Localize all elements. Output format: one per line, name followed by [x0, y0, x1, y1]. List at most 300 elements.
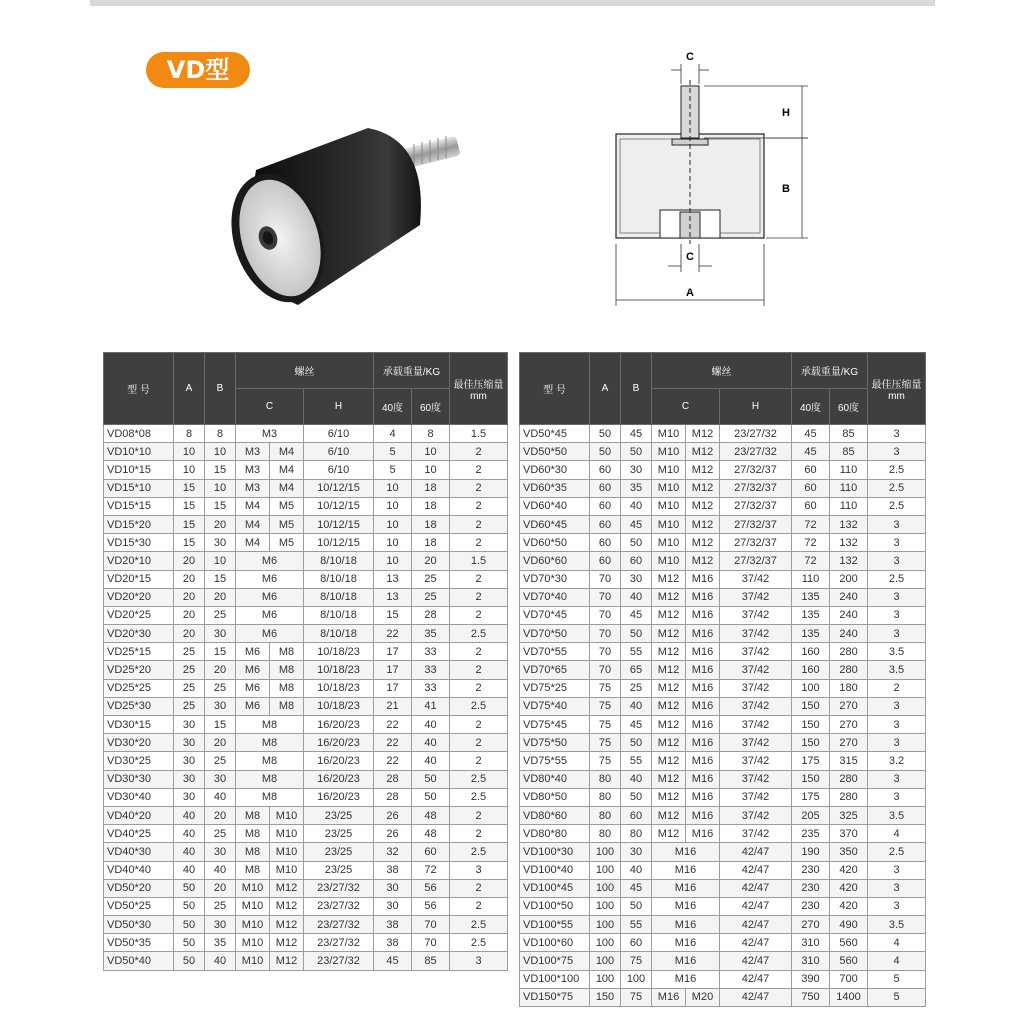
- cell-compression: 2.5: [868, 479, 926, 497]
- cell-thread-c1: M16: [652, 952, 720, 970]
- cell-load-60: 72: [412, 861, 450, 879]
- table-row: [520, 843, 926, 861]
- cell-load-60: 110: [830, 461, 868, 479]
- cell-model: VD60*40: [520, 497, 590, 515]
- cell-h: 23/25: [304, 806, 374, 824]
- cell-b: 20: [205, 588, 236, 606]
- cell-thread-c2: M12: [686, 515, 720, 533]
- cell-thread-c2: M12: [686, 443, 720, 461]
- cell-compression: 3.5: [868, 661, 926, 679]
- cell-thread-c2: M5: [270, 534, 304, 552]
- table-row: [520, 734, 926, 752]
- cell-thread-c1: M3: [236, 461, 270, 479]
- cell-load-40: 13: [374, 588, 412, 606]
- cell-thread-c1: M4: [236, 515, 270, 533]
- cell-model: VD100*75: [520, 952, 590, 970]
- cell-a: 100: [590, 843, 621, 861]
- cell-b: 20: [205, 661, 236, 679]
- cell-a: 10: [174, 461, 205, 479]
- cell-a: 80: [590, 825, 621, 843]
- cell-thread-c1: M16: [652, 970, 720, 988]
- cell-a: 60: [590, 497, 621, 515]
- cell-load-40: 21: [374, 697, 412, 715]
- header-load: 承载重量/KG: [792, 353, 868, 389]
- cell-a: 60: [590, 479, 621, 497]
- cell-a: 30: [174, 788, 205, 806]
- cell-compression: 3: [868, 443, 926, 461]
- cell-b: 25: [205, 679, 236, 697]
- table-row: [104, 625, 508, 643]
- cell-model: VD30*30: [104, 770, 174, 788]
- cell-b: 15: [205, 461, 236, 479]
- cell-thread-c1: M8: [236, 752, 304, 770]
- cell-thread-c2: M12: [270, 897, 304, 915]
- cell-load-40: 30: [374, 897, 412, 915]
- cell-model: VD80*50: [520, 788, 590, 806]
- header-compression: 最佳压缩量 mm: [450, 353, 508, 425]
- header-load: 承载重量/KG: [374, 353, 450, 389]
- cell-load-40: 150: [792, 697, 830, 715]
- cell-model: VD40*20: [104, 806, 174, 824]
- cell-load-40: 22: [374, 752, 412, 770]
- cell-load-60: 85: [830, 443, 868, 461]
- cell-load-60: 560: [830, 952, 868, 970]
- cell-h: 16/20/23: [304, 716, 374, 734]
- cell-b: 35: [205, 934, 236, 952]
- cell-load-40: 175: [792, 788, 830, 806]
- dimension-diagram: [596, 44, 826, 314]
- cell-h: 42/47: [720, 934, 792, 952]
- cell-load-40: 26: [374, 806, 412, 824]
- cell-b: 45: [621, 879, 652, 897]
- cell-b: 40: [621, 588, 652, 606]
- cell-load-60: 60: [412, 843, 450, 861]
- cell-thread-c2: M10: [270, 806, 304, 824]
- cell-b: 25: [205, 825, 236, 843]
- cell-thread-c2: M12: [270, 934, 304, 952]
- cell-model: VD100*100: [520, 970, 590, 988]
- table-row: [520, 661, 926, 679]
- header-model: 型 号: [104, 353, 174, 425]
- cell-compression: 2: [450, 825, 508, 843]
- table-row: [104, 697, 508, 715]
- cell-thread-c1: M10: [652, 534, 686, 552]
- cell-load-60: 270: [830, 734, 868, 752]
- cell-h: 8/10/18: [304, 552, 374, 570]
- cell-load-40: 10: [374, 497, 412, 515]
- cell-compression: 4: [868, 934, 926, 952]
- cell-b: 25: [205, 897, 236, 915]
- cell-h: 10/18/23: [304, 697, 374, 715]
- cell-h: 10/12/15: [304, 479, 374, 497]
- cell-thread-c2: M16: [686, 625, 720, 643]
- table-row: [104, 570, 508, 588]
- cell-thread-c2: M8: [270, 643, 304, 661]
- label-b: B: [782, 183, 790, 195]
- cell-compression: 2: [450, 679, 508, 697]
- table-row: [520, 697, 926, 715]
- cell-compression: 1.5: [450, 552, 508, 570]
- table-row: [520, 879, 926, 897]
- cell-a: 25: [174, 697, 205, 715]
- cell-thread-c1: M16: [652, 897, 720, 915]
- cell-load-40: 175: [792, 752, 830, 770]
- cell-load-40: 26: [374, 825, 412, 843]
- table-row: [520, 443, 926, 461]
- cell-model: VD70*50: [520, 625, 590, 643]
- cell-thread-c2: M16: [686, 770, 720, 788]
- table-row: [520, 861, 926, 879]
- cell-load-40: 72: [792, 515, 830, 533]
- cell-model: VD08*08: [104, 425, 174, 443]
- cell-compression: 3.2: [868, 752, 926, 770]
- cell-load-60: 280: [830, 788, 868, 806]
- cell-b: 40: [205, 952, 236, 970]
- cell-load-60: 40: [412, 752, 450, 770]
- table-row: [520, 970, 926, 988]
- cell-thread-c1: M8: [236, 843, 270, 861]
- cell-a: 100: [590, 970, 621, 988]
- cell-thread-c2: M5: [270, 497, 304, 515]
- cell-load-40: 22: [374, 716, 412, 734]
- cell-compression: 2.5: [450, 934, 508, 952]
- cell-b: 10: [205, 479, 236, 497]
- table-row: [520, 825, 926, 843]
- cell-load-60: 490: [830, 916, 868, 934]
- cell-h: 16/20/23: [304, 734, 374, 752]
- cell-a: 30: [174, 770, 205, 788]
- cell-thread-c2: M12: [270, 879, 304, 897]
- cell-thread-c1: M6: [236, 570, 304, 588]
- cell-b: 25: [205, 606, 236, 624]
- cell-load-40: 30: [374, 879, 412, 897]
- cell-load-40: 135: [792, 625, 830, 643]
- table-row: [520, 552, 926, 570]
- cell-b: 55: [621, 752, 652, 770]
- cell-load-60: 18: [412, 479, 450, 497]
- cell-thread-c1: M8: [236, 788, 304, 806]
- cell-h: 23/25: [304, 861, 374, 879]
- cell-b: 80: [621, 825, 652, 843]
- cell-h: 6/10: [304, 443, 374, 461]
- cell-thread-c2: M4: [270, 443, 304, 461]
- cell-load-60: 350: [830, 843, 868, 861]
- cell-h: 37/42: [720, 570, 792, 588]
- cell-model: VD60*30: [520, 461, 590, 479]
- cell-h: 42/47: [720, 916, 792, 934]
- cell-thread-c1: M10: [652, 552, 686, 570]
- table-row: [104, 588, 508, 606]
- cell-model: VD25*25: [104, 679, 174, 697]
- cell-b: 45: [621, 515, 652, 533]
- cell-thread-c1: M8: [236, 861, 270, 879]
- cell-thread-c1: M12: [652, 752, 686, 770]
- cell-b: 20: [205, 734, 236, 752]
- cell-load-40: 22: [374, 625, 412, 643]
- cell-load-40: 230: [792, 879, 830, 897]
- cell-a: 15: [174, 497, 205, 515]
- cell-thread-c1: M12: [652, 588, 686, 606]
- cell-load-40: 230: [792, 897, 830, 915]
- cell-compression: 3: [868, 861, 926, 879]
- label-h: H: [782, 107, 790, 119]
- cell-a: 50: [174, 952, 205, 970]
- cell-a: 50: [174, 879, 205, 897]
- table-row: [520, 788, 926, 806]
- cell-a: 100: [590, 879, 621, 897]
- cell-load-40: 17: [374, 643, 412, 661]
- cell-load-60: 85: [830, 425, 868, 443]
- cell-model: VD50*35: [104, 934, 174, 952]
- cell-load-40: 230: [792, 861, 830, 879]
- cell-a: 100: [590, 952, 621, 970]
- cell-load-40: 17: [374, 679, 412, 697]
- cell-h: 10/18/23: [304, 679, 374, 697]
- cell-compression: 3: [868, 734, 926, 752]
- cell-thread-c1: M3: [236, 479, 270, 497]
- table-row: [520, 988, 926, 1006]
- header-thread: 螺丝: [652, 353, 792, 389]
- cell-load-60: 10: [412, 443, 450, 461]
- cell-compression: 3: [868, 515, 926, 533]
- cell-a: 20: [174, 588, 205, 606]
- cell-compression: 3: [868, 606, 926, 624]
- cell-thread-c1: M6: [236, 625, 304, 643]
- cell-b: 30: [621, 570, 652, 588]
- cell-thread-c1: M12: [652, 770, 686, 788]
- cell-b: 8: [205, 425, 236, 443]
- cell-compression: 3: [868, 716, 926, 734]
- cell-model: VD50*20: [104, 879, 174, 897]
- cell-thread-c1: M6: [236, 606, 304, 624]
- cell-h: 37/42: [720, 697, 792, 715]
- cell-model: VD70*55: [520, 643, 590, 661]
- cell-model: VD80*40: [520, 770, 590, 788]
- header-a: A: [590, 353, 621, 425]
- cell-compression: 2: [450, 443, 508, 461]
- cell-load-60: 18: [412, 534, 450, 552]
- table-row: [104, 843, 508, 861]
- cell-compression: 3: [868, 770, 926, 788]
- cell-load-60: 48: [412, 806, 450, 824]
- cell-thread-c2: M16: [686, 643, 720, 661]
- cell-a: 15: [174, 479, 205, 497]
- cell-load-40: 135: [792, 588, 830, 606]
- cell-thread-c1: M6: [236, 588, 304, 606]
- cell-thread-c1: M12: [652, 606, 686, 624]
- cell-compression: 3: [868, 697, 926, 715]
- header-60deg: 60度: [830, 389, 868, 425]
- cell-load-60: 33: [412, 643, 450, 661]
- cell-thread-c1: M10: [652, 497, 686, 515]
- cell-compression: 2: [450, 897, 508, 915]
- cell-a: 40: [174, 861, 205, 879]
- cell-a: 20: [174, 606, 205, 624]
- cell-model: VD50*30: [104, 916, 174, 934]
- table-row: [104, 916, 508, 934]
- cell-compression: 2: [450, 515, 508, 533]
- cell-thread-c1: M10: [652, 461, 686, 479]
- table-row: [104, 734, 508, 752]
- table-row: [520, 461, 926, 479]
- cell-a: 30: [174, 752, 205, 770]
- cell-load-40: 160: [792, 643, 830, 661]
- cell-compression: 2.5: [450, 697, 508, 715]
- cell-a: 50: [174, 934, 205, 952]
- cell-a: 100: [590, 916, 621, 934]
- cell-h: 8/10/18: [304, 606, 374, 624]
- cell-load-40: 38: [374, 916, 412, 934]
- cell-a: 50: [590, 425, 621, 443]
- cell-h: 42/47: [720, 970, 792, 988]
- cell-model: VD60*50: [520, 534, 590, 552]
- cell-compression: 5: [868, 970, 926, 988]
- table-row: [520, 534, 926, 552]
- table-row: [104, 716, 508, 734]
- cell-thread-c1: M4: [236, 497, 270, 515]
- cell-h: 27/32/37: [720, 515, 792, 533]
- cell-thread-c1: M6: [236, 661, 270, 679]
- cell-load-40: 38: [374, 934, 412, 952]
- cell-a: 70: [590, 606, 621, 624]
- cell-model: VD70*30: [520, 570, 590, 588]
- cell-a: 20: [174, 552, 205, 570]
- cell-thread-c1: M6: [236, 643, 270, 661]
- cell-h: 37/42: [720, 606, 792, 624]
- table-row: [520, 479, 926, 497]
- cell-thread-c1: M10: [652, 515, 686, 533]
- cell-load-40: 60: [792, 497, 830, 515]
- cell-thread-c2: M4: [270, 479, 304, 497]
- table-row: [520, 679, 926, 697]
- cell-b: 45: [621, 606, 652, 624]
- table-row: [104, 770, 508, 788]
- cell-compression: 2: [450, 570, 508, 588]
- table-row: [104, 934, 508, 952]
- cell-load-60: 200: [830, 570, 868, 588]
- type-badge: VD型: [146, 52, 250, 88]
- cell-thread-c2: M16: [686, 734, 720, 752]
- header-c: C: [236, 389, 304, 425]
- cell-compression: 2.5: [868, 570, 926, 588]
- label-a: A: [686, 287, 694, 299]
- top-divider: [90, 0, 935, 6]
- cell-h: 16/20/23: [304, 752, 374, 770]
- header-b: B: [205, 353, 236, 425]
- cell-model: VD30*40: [104, 788, 174, 806]
- table-row: [104, 552, 508, 570]
- cell-model: VD10*15: [104, 461, 174, 479]
- cell-model: VD20*15: [104, 570, 174, 588]
- cell-h: 23/27/32: [304, 879, 374, 897]
- cell-model: VD20*30: [104, 625, 174, 643]
- cell-load-60: 33: [412, 679, 450, 697]
- cell-h: 16/20/23: [304, 788, 374, 806]
- cell-b: 20: [205, 806, 236, 824]
- cell-thread-c2: M16: [686, 606, 720, 624]
- cell-model: VD25*20: [104, 661, 174, 679]
- cell-h: 42/47: [720, 843, 792, 861]
- cell-b: 50: [621, 443, 652, 461]
- cell-load-60: 10: [412, 461, 450, 479]
- cell-a: 15: [174, 515, 205, 533]
- cell-a: 70: [590, 661, 621, 679]
- cell-load-40: 235: [792, 825, 830, 843]
- cell-load-40: 45: [374, 952, 412, 970]
- cell-compression: 3: [868, 534, 926, 552]
- cell-h: 10/18/23: [304, 643, 374, 661]
- cell-b: 30: [205, 843, 236, 861]
- cell-compression: 2: [450, 461, 508, 479]
- cell-b: 55: [621, 643, 652, 661]
- cell-thread-c2: M16: [686, 588, 720, 606]
- cell-thread-c1: M12: [652, 625, 686, 643]
- cell-load-60: 28: [412, 606, 450, 624]
- cell-h: 37/42: [720, 770, 792, 788]
- cell-h: 6/10: [304, 461, 374, 479]
- cell-model: VD20*10: [104, 552, 174, 570]
- cell-load-40: 15: [374, 606, 412, 624]
- cell-h: 37/42: [720, 734, 792, 752]
- cell-a: 30: [174, 716, 205, 734]
- cell-model: VD150*75: [520, 988, 590, 1006]
- cell-compression: 2.5: [868, 497, 926, 515]
- cell-h: 37/42: [720, 588, 792, 606]
- cell-model: VD15*10: [104, 479, 174, 497]
- cell-a: 10: [174, 443, 205, 461]
- table-row: [520, 643, 926, 661]
- cell-thread-c1: M12: [652, 570, 686, 588]
- cell-h: 37/42: [720, 679, 792, 697]
- cell-load-60: 280: [830, 643, 868, 661]
- cell-a: 50: [590, 443, 621, 461]
- cell-model: VD100*50: [520, 897, 590, 915]
- cell-load-60: 110: [830, 479, 868, 497]
- cell-h: 16/20/23: [304, 770, 374, 788]
- cell-model: VD70*40: [520, 588, 590, 606]
- cell-a: 100: [590, 861, 621, 879]
- table-row: [104, 952, 508, 970]
- cell-h: 10/18/23: [304, 661, 374, 679]
- table-row: [104, 825, 508, 843]
- cell-model: VD30*25: [104, 752, 174, 770]
- cell-compression: 3: [868, 425, 926, 443]
- cell-a: 60: [590, 461, 621, 479]
- cell-h: 23/25: [304, 825, 374, 843]
- cell-load-40: 32: [374, 843, 412, 861]
- cell-load-60: 270: [830, 716, 868, 734]
- table-row: [520, 625, 926, 643]
- cell-load-40: 5: [374, 443, 412, 461]
- cell-load-60: 35: [412, 625, 450, 643]
- table-row: [104, 497, 508, 515]
- cell-a: 25: [174, 643, 205, 661]
- cell-h: 37/42: [720, 716, 792, 734]
- cell-compression: 2.5: [450, 788, 508, 806]
- table-row: [104, 606, 508, 624]
- cell-b: 25: [621, 679, 652, 697]
- cell-load-40: 17: [374, 661, 412, 679]
- cell-load-60: 20: [412, 552, 450, 570]
- cell-load-60: 33: [412, 661, 450, 679]
- cell-load-40: 72: [792, 552, 830, 570]
- cell-load-60: 70: [412, 916, 450, 934]
- cell-load-60: 18: [412, 497, 450, 515]
- cell-model: VD15*30: [104, 534, 174, 552]
- cell-model: VD60*60: [520, 552, 590, 570]
- cell-compression: 2.5: [450, 916, 508, 934]
- cell-model: VD30*15: [104, 716, 174, 734]
